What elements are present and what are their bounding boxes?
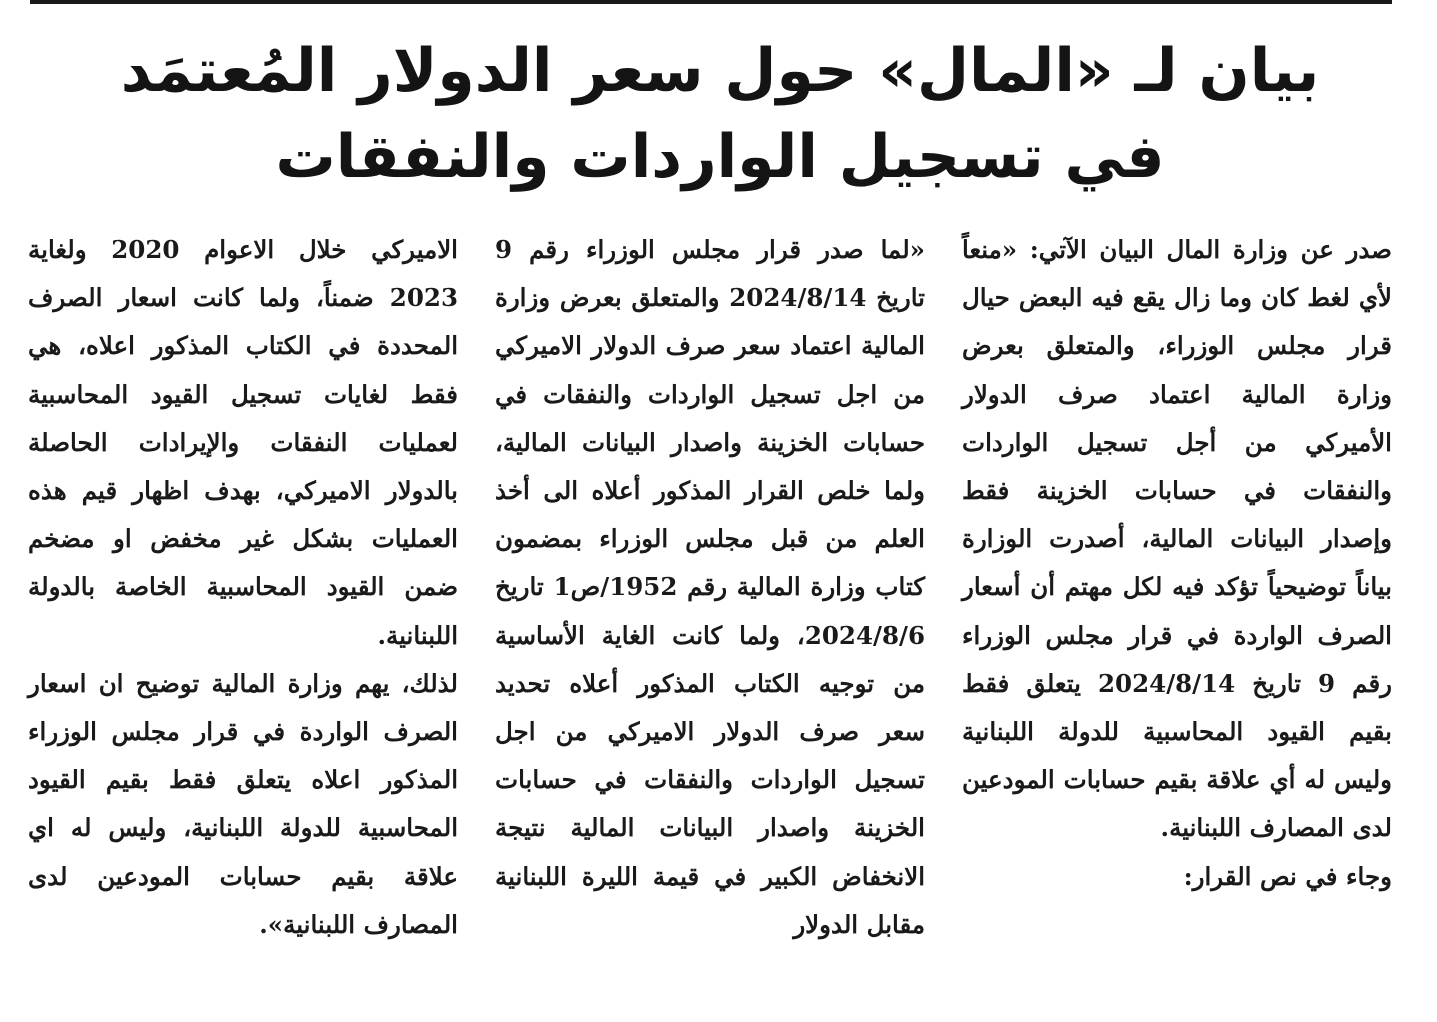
headline-line-1: بيان لـ «المال» حول سعر الدولار المُعتمَد	[120, 36, 1320, 106]
column-3	[28, 226, 458, 949]
headline	[120, 28, 1320, 200]
column-1	[962, 226, 1392, 901]
article-body	[28, 226, 1392, 966]
column-1-paragraph-1: صدر عن وزارة المال البيان الآتي: «منعاً لأي لغط كان وما زال يقع فيه البعض حيال قرار مجلس الوزراء، والمتعلق بعرض وزارة المالية اعتماد صرف الدولار الأميركي من أجل تسجيل الواردات والنفقات في حسابات الخزينة فقط وإصدار البيانات المالية، أصدرت الوزارة بياناً توضيحياً تؤكد فيه لكل مهتم أن أسعار الصرف الواردة في قرار مجلس الوزراء رقم 9 تاريخ 2024/8/14 يتعلق فقط بقيم القيود المحاسبية للدولة اللبنانية وليس له أي علاقة بقيم حسابات المودعين لدى المصارف اللبنانية.	[962, 235, 1392, 843]
headline-line-2: في تسجيل الواردات والنفقات	[275, 122, 1165, 192]
column-2	[495, 226, 925, 949]
column-2-paragraph-1: «لما صدر قرار مجلس الوزراء رقم 9 تاريخ 2024/8/14 والمتعلق بعرض وزارة المالية اعتماد سعر صرف الدولار الاميركي من اجل تسجيل الواردات والنفقات في حسابات الخزينة واصدار البيانات المالية، ولما خلص القرار المذكور أعلاه الى أخذ العلم من قبل مجلس الوزراء بمضمون كتاب وزارة المالية رقم 1952/ص1 تاريخ 2024/8/6، ولما كانت الغاية الأساسية من توجيه الكتاب المذكور أعلاه تحديد سعر صرف الدولار الاميركي من اجل تسجيل الواردات والنفقات في حسابات الخزينة واصدار البيانات المالية نتيجة الانخفاض الكبير في قيمة الليرة اللبنانية مقابل الدولار	[495, 235, 926, 939]
top-rule	[30, 0, 1392, 4]
column-3-paragraph-2: لذلك، يهم وزارة المالية توضيح ان اسعار الصرف الواردة في قرار مجلس الوزراء المذكور اعلاه يتعلق فقط بقيم القيود المحاسبية للدولة اللبنانية، وليس له اي علاقة بقيم حسابات المودعين لدى المصارف اللبنانية».	[28, 668, 458, 939]
column-1-paragraph-2: وجاء في نص القرار:	[1183, 861, 1392, 891]
column-3-paragraph-1: الاميركي خلال الاعوام 2020 ولغاية 2023 ضمناً، ولما كانت اسعار الصرف المحددة في الكتاب المذكور اعلاه، هي فقط لغايات تسجيل القيود المحاسبية لعمليات النفقات والإيرادات الحاصلة بالدولار الاميركي، بهدف اظهار قيم هذه العمليات بشكل غير مخفض او مضخم ضمن القيود المحاسبية الخاصة بالدولة اللبنانية.	[28, 235, 458, 650]
